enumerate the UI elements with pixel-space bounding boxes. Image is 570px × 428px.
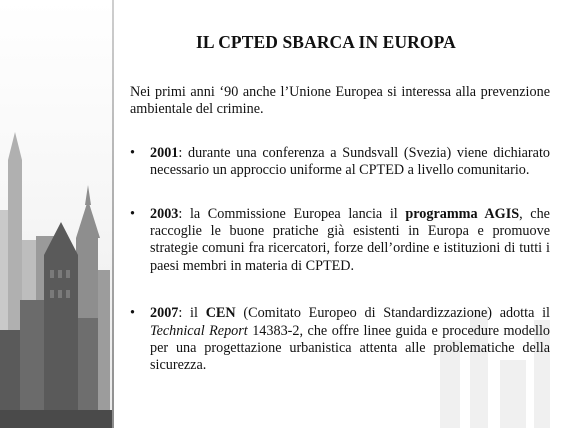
city-skyline-illustration: [0, 0, 113, 428]
item-text: : durante una conferenza a Sundsvall (Svezia) viene dichiarato necessario un approccio uniforme al CPTED a livello comunitario.: [150, 144, 550, 179]
item-text: : il: [178, 305, 206, 322]
item-text: , che raccoglie le buone pratiche già esistenti in Europa e promuove strategie comuni fra ricercatori, forze dell’ordine e istituzioni di tutti i paesi membri in materia di CPTED.: [150, 205, 550, 274]
list-item: [130, 206, 550, 276]
year-label: 2001: [150, 144, 179, 161]
list-item: [130, 145, 550, 180]
list-item: [130, 305, 550, 375]
slide-body: [130, 84, 550, 401]
milestones-list: [130, 145, 550, 375]
highlight-text: programma AGIS: [405, 205, 520, 222]
bullet-icon: •: [130, 205, 135, 222]
year-label: 2003: [150, 205, 179, 222]
side-divider: [112, 0, 114, 428]
slide-title: IL CPTED SBARCA IN EUROPA: [196, 32, 456, 52]
item-text: : la Commissione Europea lancia il: [178, 205, 406, 222]
year-label: 2007: [150, 305, 179, 322]
highlight-text: CEN: [205, 305, 236, 322]
item-text: 14383-2, che offre linee guida e procedure modello per una progettazione urbanistica attenta alle problematiche della sicurezza.: [150, 322, 550, 374]
bullet-icon: •: [130, 144, 135, 161]
intro-paragraph: Nei primi anni ‘90 anche l’Unione Europea si interessa alla prevenzione ambientale del crimine.: [130, 84, 550, 118]
bullet-icon: •: [130, 305, 135, 322]
item-text: (Comitato Europeo di Standardizzazione) adotta il: [235, 305, 550, 322]
italic-text: Technical Report: [150, 322, 248, 339]
